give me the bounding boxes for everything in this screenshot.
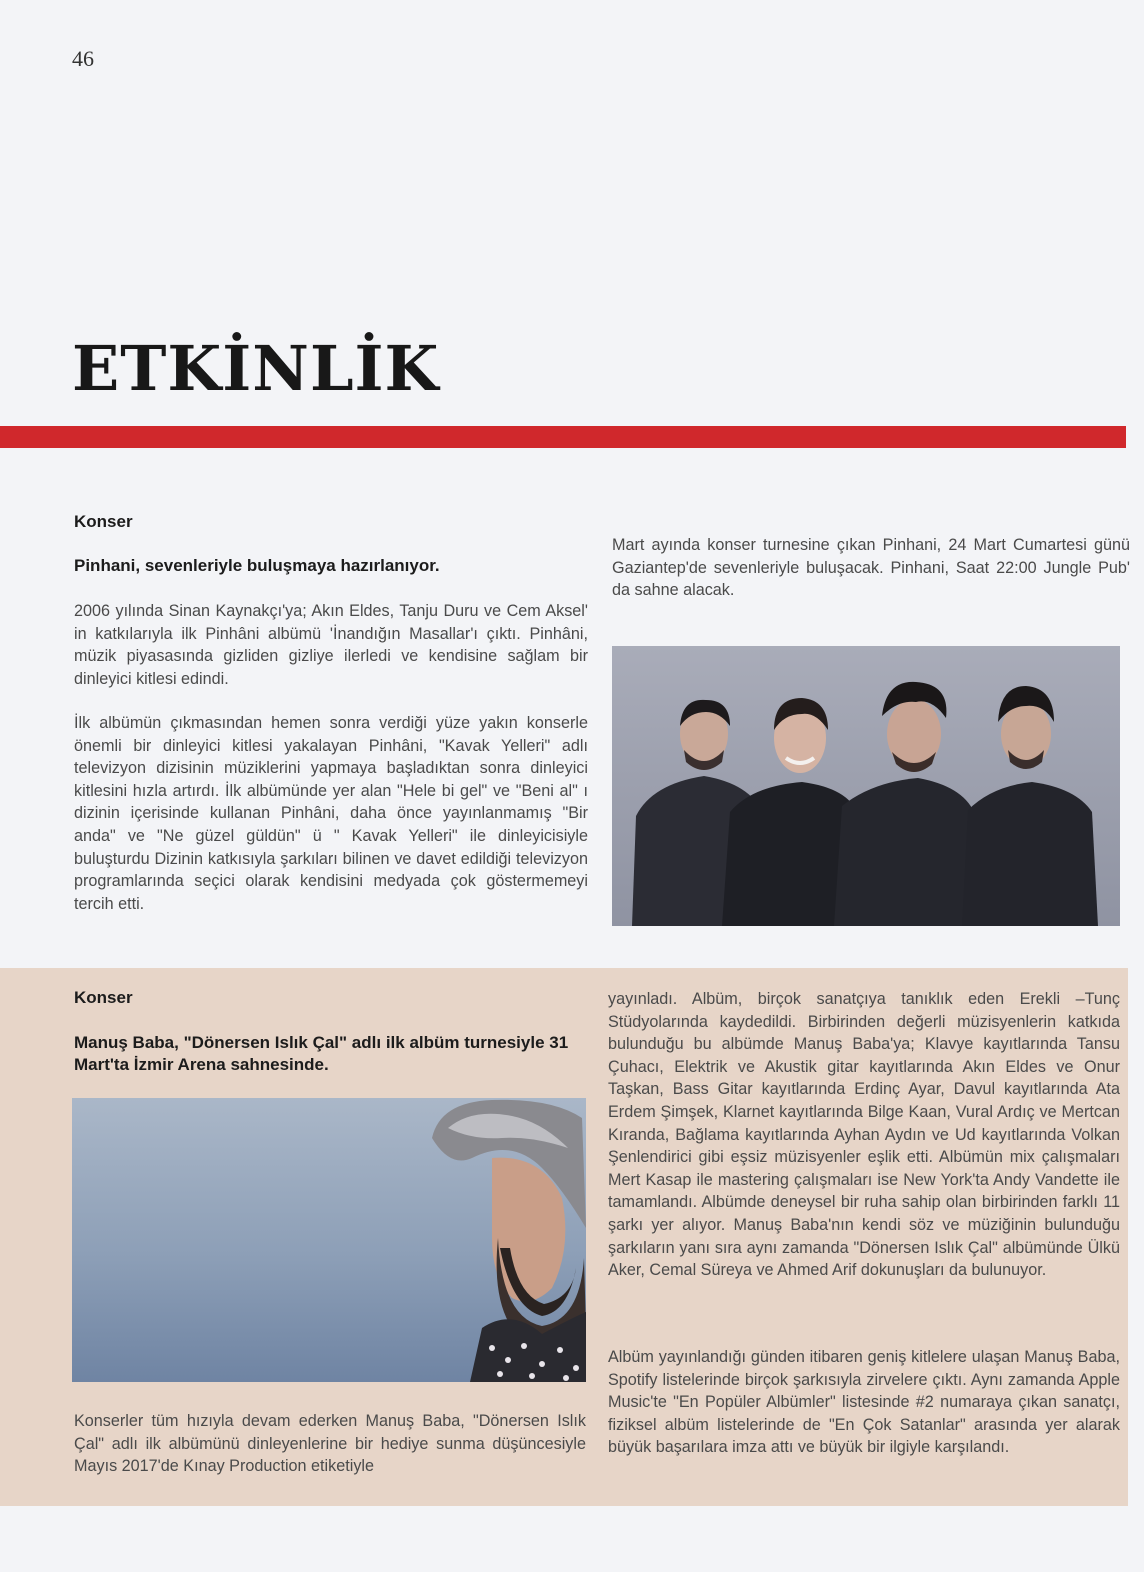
article2-paragraph-2: Albüm yayınlandığı günden itibaren geniş kitlelere ulaşan Manuş Baba, Spotify listelerinde birçok şarkısıyla zirvelere çıktı. Aynı zamanda Apple Music'te "En Popüler Albümler" listesinde #2 numaraya çıkan sanatçı, fiziksel albüm listelerinde de "En Çok Satanlar" arasında yer alarak büyük başarılara imza attı ve büyük bir ilgiyle karşılandı. bbox=[608, 1348, 1120, 1457]
artist-photo-illustration bbox=[72, 1098, 586, 1382]
band-photo-illustration bbox=[612, 646, 1120, 926]
article2-paragraph-1-part-2: yayınladı. Albüm, birçok sanatçıya tanıklık eden Erekli –Tunç Stüdyolarında kaydedildi. Birbirinden değerli müzisyenlerin katkıda bulunduğu bu albümde Manuş Baba'ya; Klavye kayıtlarında Tansu Çuhacı, Elektrik ve Akustik gitar kayıtlarında Akın Eldes ve Onur Taşkan, Bass Gitar kayıtlarında Erdinç Ayar, Davul kayıtlarında Ata Erdem Şimşek, Klarnet kayıtlarında Bilge Kaan, Vural Ardıç ve Mertcan Kıranda, Bağlama kayıtlarında Ayhan Aydın ve Ud kayıtlarında Volkan Şenlendirici gibi eşsiz müzisyenler eşlik etti. Albümün mix çalışmaları Mert Kasap ile mastering çalışmaları ise New York'ta Andy Vandette ile tamamlandı. Albümde deneysel bir ruha sahip olan birbirinden farklı 11 şarkı yer alıyor. Manuş Baba'nın kendi söz ve müziğinin bulunduğu şarkıların yanı sıra aynı zamanda "Dönersen Islık Çal" albümünde Ülkü Aker, Cemal Süreya ve Ahmed Arif dokunuşları da bulunuyor. bbox=[608, 990, 1120, 1280]
article1-paragraph-3: Mart ayında konser turnesine çıkan Pinhani, 24 Mart Cumartesi günü Gaziantep'de sevenleriyle buluşacak. Pinhani, Saat 22:00 Jungle Pub' da sahne alacak. bbox=[612, 536, 1130, 600]
band-photo bbox=[612, 646, 1120, 926]
article1-headline: Pinhani, sevenleriyle buluşmaya hazırlanıyor. bbox=[74, 556, 440, 575]
page-number: 46 bbox=[72, 46, 94, 71]
article1-paragraph-1: 2006 yılında Sinan Kaynakçı'ya; Akın Eldes, Tanju Duru ve Cem Aksel' in katkılarıyla ilk Pinhâni albümü 'İnandığın Masallar'ı çıktı. Pinhâni, müzik piyasasında gizliden gizliye ilerledi ve kendisine sağlam bir dinleyici kitlesi edindi. bbox=[74, 602, 588, 688]
section-divider-bar bbox=[0, 426, 1126, 448]
section-title: ETKİNLİK bbox=[72, 332, 440, 405]
article1-category: Konser bbox=[74, 512, 133, 531]
artist-photo bbox=[72, 1098, 586, 1382]
article1-paragraph-2: İlk albümün çıkmasından hemen sonra verdiği yüze yakın konserle önemli bir dinleyici kitlesi yakalayan Pinhâni, "Kavak Yelleri" adlı televizyon dizisinin müziklerini yapmaya başladıktan sonra dinleyici kitlesini hızla artırdı. İlk albümünde yer alan "Hele bi gel" ve "Beni al" ı dizinin içerisinde kullanan Pinhâni, daha önce yayınlanmamış "Bir anda" ve "Ne güzel güldün" ü " Kavak Yelleri" ile dinleyicisiyle buluşturdu Dizinin katkısıyla şarkıları bilinen ve davet edildiği televizyon programlarında seçici olarak kendisini medyada çok göstermemeyi tercih etti. bbox=[74, 714, 588, 913]
article2-headline: Manuş Baba, "Dönersen Islık Çal" adlı ilk albüm turnesiyle 31 Mart'ta İzmir Arena sahnesinde. bbox=[74, 1033, 569, 1074]
article2-paragraph-1-part-1: Konserler tüm hızıyla devam ederken Manuş Baba, "Dönersen Islık Çal" adlı ilk albümünü dinleyenlerine bir hediye sunma düşüncesiyle Mayıs 2017'de Kınay Production etiketiyle bbox=[74, 1412, 586, 1476]
article2-category: Konser bbox=[74, 988, 133, 1007]
